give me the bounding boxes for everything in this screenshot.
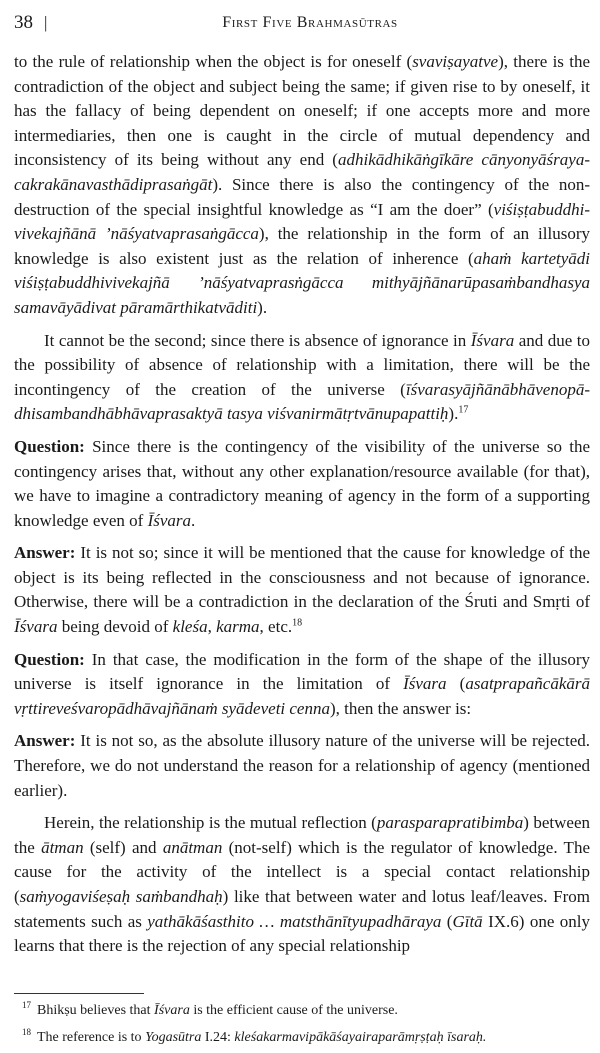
italic-term: svaviṣayatve [412,52,499,71]
italic-term: parasparapratibimba [376,813,524,833]
footnote-18 [22,1029,592,1047]
text-run: , etc. [259,617,293,637]
text-run: to the rule of relationship when the object is for oneself ( [14,52,413,71]
text-run: The reference is to [37,1030,146,1045]
body-text [14,50,590,967]
italic-term: Īśvara [470,330,515,350]
text-run: In that case, the modification in the form of the shape of the illusory universe is itself ignorance in the limitation of [14,649,590,694]
paragraph [14,329,590,427]
text-run: , [207,617,217,637]
running-title: First Five Brahmasūtras [222,14,398,31]
text-run: ). [448,404,459,424]
text-run: Herein, the relationship is the mutual reflection ( [44,813,377,833]
text-run: is the efficient cause of the universe. [189,1003,398,1018]
text-run: ), the relationship in the form of an illusory knowledge is also existent just as the relation of inherence ( [14,224,590,268]
italic-term: Īśvara [403,674,447,694]
qa-label: Question: [14,436,85,456]
text-run: It is not so, as the absolute illusory nature of the universe will be rejected. Therefore, we do not understand the reason for a relationship of agency (mentioned earlier). [14,731,590,800]
footnote-rule [14,993,144,994]
italic-term: anātman [162,837,223,857]
page-header [10,12,590,38]
italic-term: Īśvara [154,1003,190,1018]
italic-term: karma [216,617,260,637]
text-run: ) like that between water and lotus leaf/leaves. From statements such as [14,887,590,931]
italic-term: Yogasūtra [145,1030,202,1045]
footnote-number: 17 [22,1000,31,1011]
italic-term: asatprapañcākārā vṛttireveśvaropādhāvajñānaṁ syādeveti cenna [14,674,590,718]
text-run: It cannot be the second; since there is absence of ignorance in [44,330,471,350]
italic-term: kleśa [172,617,208,637]
qa-label: Question: [14,649,85,669]
paragraph [14,729,590,803]
text-run: and due to the possibility of absence of relationship with a limitation, there will be the incontingency of the creation of the universe ( [14,330,590,399]
text-run: ). [257,297,268,317]
text-run: (self) and [83,837,163,857]
text-run: Bhikṣu believes that [37,1003,155,1018]
italic-term: Īśvara [14,617,58,637]
footnote-number: 18 [22,1027,31,1038]
text-run: IX.6) one only learns that there is the rejection of any special relationship [14,911,590,956]
paragraph [14,50,590,321]
qa-label: Answer: [14,731,76,751]
text-run: I.24: [201,1030,235,1045]
text-run: ( [446,674,466,694]
text-run: ( [441,911,453,931]
italic-term: yathākāśasthito … matsthānītyupadhāraya [147,911,442,931]
footnote-17 [22,1002,592,1020]
text-run: ) between the [14,813,590,857]
text-run: ), then the answer is: [329,698,472,718]
italic-term: Īśvara [147,510,192,530]
italic-term: viśiṣṭabuddhi-vivekajñānā ’nāśyatvaprasaṅgācca [14,199,590,244]
italic-term: ahaṁ kartetyādi viśiṣṭabuddhivivekajñā ’nāśyatvaprasṅgācca mithyājñānarūpasaṁbandhasya samavāyādivat pāramārthikatvāditi [14,248,590,317]
italic-term: adhikādhikāṅgīkāre cānyonyāśraya-cakrakānavasthādiprasaṅgāt [14,150,590,194]
header-separator: | [44,13,48,32]
text-run: It is not so; since it will be mentioned that the cause for knowledge of the object is its being reflected in the consciousness and not because of ignorance. Otherwise, there will be a contradiction in the declaration of the Śruti and Smṛti of [14,543,590,612]
footnote-ref: 18 [292,617,303,629]
text-run: ), there is the contradiction of the object and subject being the same; if given rise to by oneself, it has the fallacy of being dependent on oneself; if one accepts more and more intermediaries, then one is caught in the circle of mutual dependency and inconsistency of its being without any end ( [14,52,590,170]
text-run: being devoid of [57,617,173,637]
italic-term: saṁyogaviśeṣaḥ saṁbandhaḥ [19,887,223,906]
paragraph [14,541,590,639]
italic-term: kleśakarmavipākāśayairaparāmṛṣṭaḥ īsaraḥ. [234,1030,487,1045]
page-number: 38 [14,12,33,33]
footnote-ref: 17 [458,404,469,416]
qa-label: Answer: [14,543,76,563]
paragraph [14,811,590,959]
paragraph [14,648,590,722]
text-run: (not-self) which is the regulator of knowledge. The cause for the activity of the intellect is a special contact relationship ( [14,837,590,906]
italic-term: Gītā [452,911,483,931]
italic-term: īśvarasyājñānābhāvenopā-dhisambandhābhāvaprasaktyā tasya viśvanirmātṛtvānupapattiḥ [14,379,590,424]
italic-term: ātman [41,837,84,857]
text-run: . [191,510,196,530]
paragraph [14,435,590,533]
text-run: ). Since there is also the contingency of the non-destruction of the special insightful knowledge as “I am the doer” ( [14,174,590,219]
text-run: Since there is the contingency of the visibility of the universe so the contingency arises that, without any other explanation/resource available (for that), we have to imagine a contradictory meaning of agency in the form of a supporting knowledge even of [14,436,590,530]
